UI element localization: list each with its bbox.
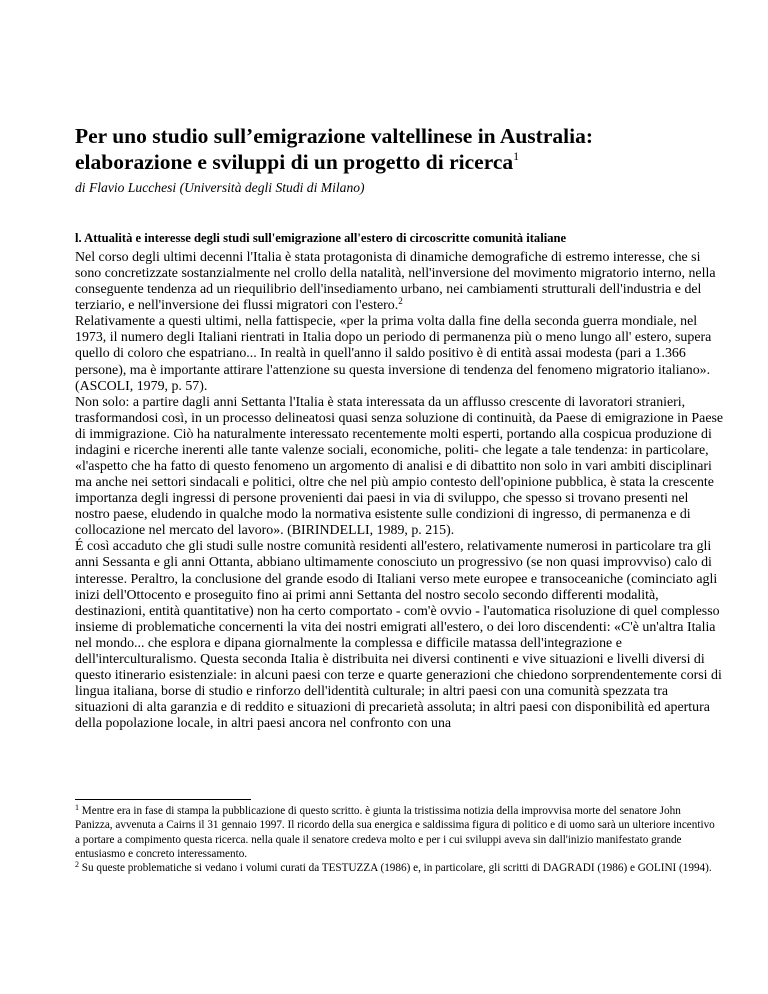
footnote-separator xyxy=(75,799,251,800)
body-text xyxy=(75,250,725,732)
paragraph xyxy=(75,314,725,394)
title-footnote-ref[interactable]: 1 xyxy=(513,149,520,163)
footnote-number: 1 xyxy=(75,803,79,812)
footnote xyxy=(75,861,715,875)
footnote-text: Su queste problematiche si vedano i volumi curati da TESTUZZA (1986) e, in particolare, gli scritti di DAGRADI (1986) e GOLINI (1994). xyxy=(81,862,712,875)
paragraph-text: É così accaduto che gli studi sulle nostre comunità residenti all'estero, relativamente numerosi in particolare tra gli anni Sessanta e gli anni Ottanta, abbiano ultimamente conosciuto un progressivo (se non quasi improvviso) calo di interesse. Peraltro, la conclusione del grande esodo di Italiani verso mete europee e transoceaniche (cominciato agli inizi dell'Ottocento e proseguito fino ai primi anni Settanta del nostro secolo secondo differenti modalità, destinazioni, entità quantitative) non ha certo comportato - com'è ovvio - l'automatica risoluzione di quel complesso insieme di problematiche concernenti la vita dei nostri emigrati all'estero, o dei loro discendenti: «C'è un'altra Italia nel mondo... che esplora e dipana giornalmente la complessa e difficile matassa dell'integrazione e dell'interculturalismo. Questa seconda Italia è distribuita nei diversi continenti e vive situazioni e livelli diversi di questo itinerario esistenziale: in alcuni paesi con terze e quarte generazioni che chiedono sorprendentemente corsi di lingua italiana, borse di studio e rinforzo dell'identità culturale; in altri paesi con una comunità spezzata tra situazioni di alta garanzia e di reddito e situazioni di precarietà assoluta; in altri paesi con disponibilità ed apertura della popolazione locale, in altri paesi ancora nel confronto con una xyxy=(75,539,722,732)
footnotes xyxy=(75,804,715,875)
paragraph xyxy=(75,250,725,314)
paragraph xyxy=(75,395,725,540)
document-title xyxy=(75,123,715,175)
paragraph xyxy=(75,539,725,732)
paragraph-text: Non solo: a partire dagli anni Settanta l'Italia è stata interessata da un afflusso crescente di lavoratori stranieri, trasformandosi così, in un processo delineatosi quasi senza soluzione di continuità, da Paese di emigrazione in Paese di immigrazione. Ciò ha naturalmente interessato recentemente molti esperti, portando alla cospicua produzione di indagini e ricerche inerenti alle tante valenze sociali, economiche, politi- che legate a tale tendenza: in particolare, «l'aspetto che ha fatto di questo fenomeno un argomento di analisi e di dibattito non solo in vari ambiti disciplinari ma anche nei settori sindacali e politici, oltre che nel più ampio contesto dell'opinione pubblica, è stata la crescente importanza degli ingressi di persone provenienti dai paesi in via di sviluppo, che spesso si trovano presenti nel nostro paese, eludendo in qualche modo la normativa esistente sulle condizioni di ingresso, di permanenza e di collocazione nel mercato del lavoro». (BIRINDELLI, 1989, p. 215). xyxy=(75,394,724,539)
footnote-ref[interactable]: 2 xyxy=(398,296,403,307)
title-text: Per uno studio sull’emigrazione valtellinese in Australia: elaborazione e sviluppi di un progetto di ricerca xyxy=(75,124,593,174)
footnote xyxy=(75,804,715,861)
section-heading: l. Attualità e interesse degli studi sull'emigrazione all'estero di circoscritte comunità italiane xyxy=(75,231,567,245)
author-byline: di Flavio Lucchesi (Università degli Studi di Milano) xyxy=(75,180,365,195)
footnote-number: 2 xyxy=(75,860,79,870)
footnote-text: Mentre era in fase di stampa la pubblicazione di questo scritto. è giunta la tristissima notizia della improvvisa morte del senatore John Panizza, avvenuta a Cairns il 31 gennaio 1997. Il ricordo della sua energica e saldissima figura di politico e di uomo sarà un ulteriore incentivo a portare a compimento questa ricerca. nella quale il senatore credeva molto e per i cui sviluppi aveva sin dall'inizio manifestato grande entusiasmo e concreto interessamento. xyxy=(75,805,715,860)
paragraph-text: Nel corso degli ultimi decenni l'Italia è stata protagonista di dinamiche demografiche di estremo interesse, che si sono concretizzate sostanzialmente nel crollo della natalità, nell'inversione del movimento migratorio interno, nella conseguente tendenza ad un riequilibrio dell'insediamento urbano, nei cambiamenti strutturali dell'industria e del terziario, e nell'inversione dei flussi migratori con l'estero. xyxy=(75,250,716,314)
paragraph-text: Relativamente a questi ultimi, nella fattispecie, «per la prima volta dalla fine della seconda guerra mondiale, nel 1973, il numero degli Italiani rientrati in Italia dopo un periodo di permanenza più o meno lungo all' estero, supera quello di coloro che espatriano... In realtà in quell'anno il saldo positivo è di entità assai modesta (pari a 1.366 persone), ma è importante attirare l'attenzione su questa inversione di tendenza del fenomeno migratorio italiano». (ASCOLI, 1979, p. 57). xyxy=(75,314,712,394)
